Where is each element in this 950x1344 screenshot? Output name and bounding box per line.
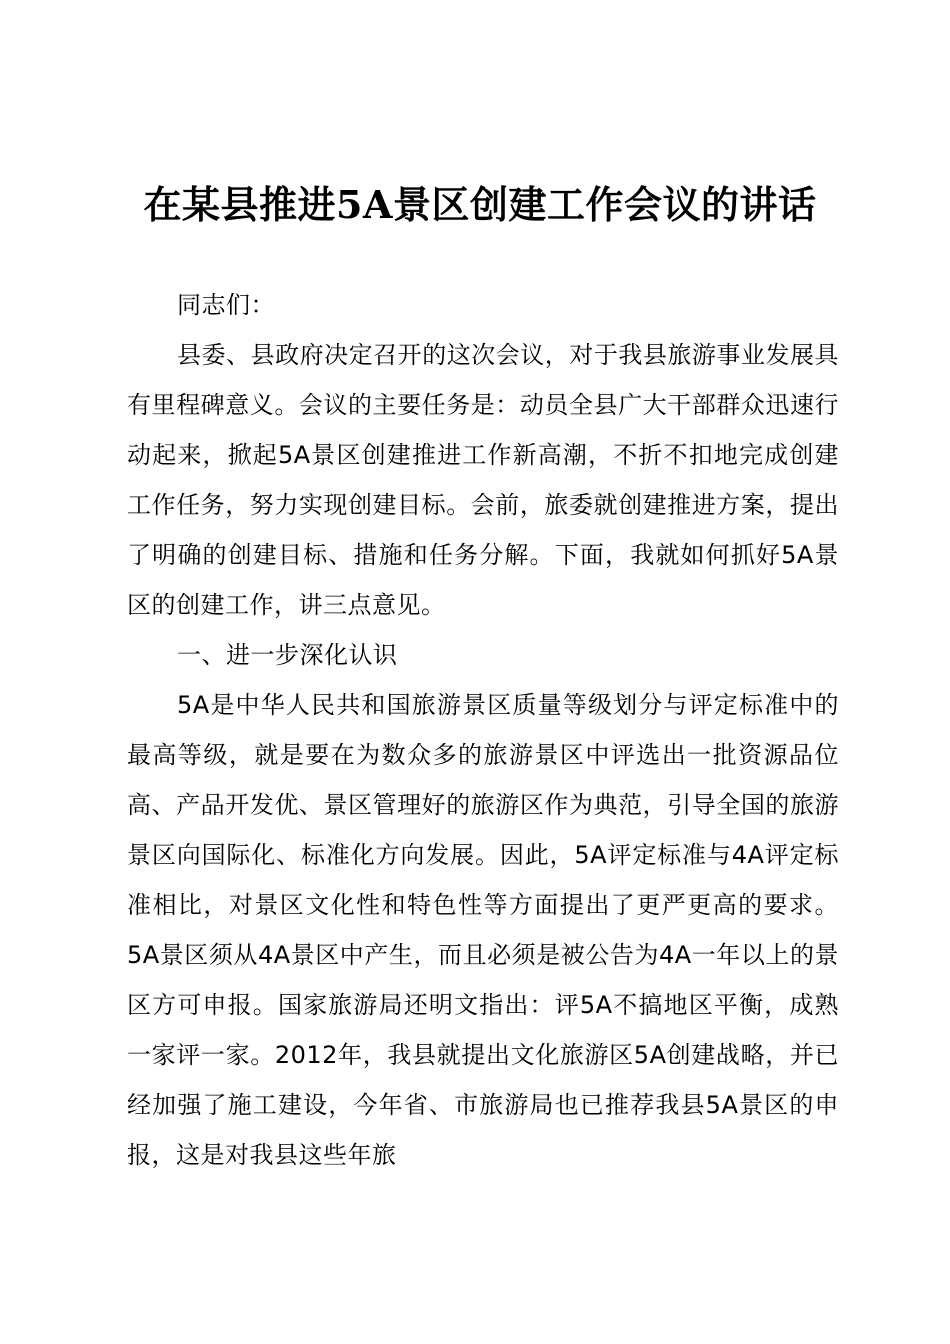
- document-title: 在某县推进5A景区创建工作会议的讲话: [143, 182, 817, 227]
- body-paragraph: 5A是中华人民共和国旅游景区质量等级划分与评定标准中的最高等级，就是要在为数众多的旅游景区中评选出一批资源品位高、产品开发优、景区管理好的旅游区作为典范，引导全国的旅游景区向国际化、标准化方向发展。因此，5A评定标准与4A评定标准相比，对景区文化性和特色性等方面提出了更严更高的要求。5A景区须从4A景区中产生，而且必须是被公告为4A一年以上的景区方可申报。国家旅游局还明文指出：评5A不搞地区平衡，成熟一家评一家。2012年，我县就提出文化旅游区5A创建战略，并已经加强了施工建设，今年省、市旅游局也已推荐我县5A景区的申报，这是对我县这些年旅: [127, 691, 839, 1169]
- document-body: [127, 280, 839, 1180]
- section-heading: 一、进一步深化认识: [177, 641, 398, 669]
- salutation: 同志们：: [177, 291, 275, 319]
- body-paragraph: 县委、县政府决定召开的这次会议，对于我县旅游事业发展具有里程碑意义。会议的主要任务是：动员全县广大干部群众迅速行动起来，掀起5A景区创建推进工作新高潮，不折不扣地完成创建工作任务，努力实现创建目标。会前，旅委就创建推进方案，提出了明确的创建目标、措施和任务分解。下面，我就如何抓好5A景区的创建工作，讲三点意见。: [127, 341, 839, 619]
